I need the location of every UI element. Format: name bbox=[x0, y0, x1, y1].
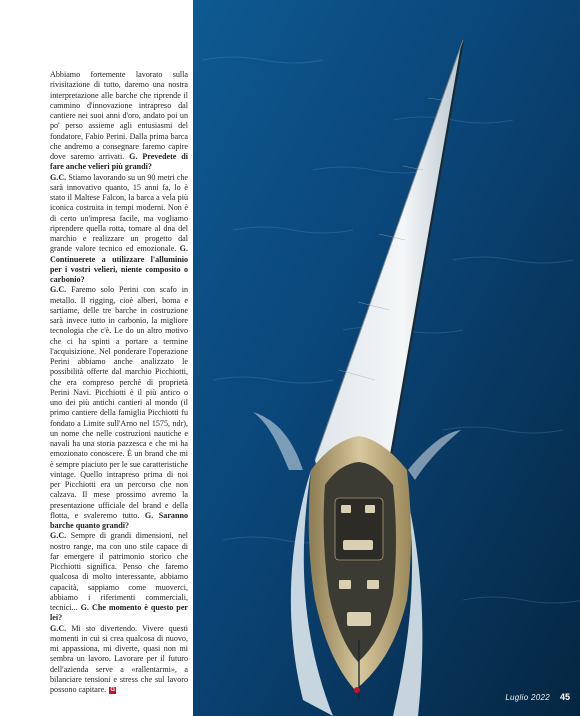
answer-label: G.C. bbox=[50, 623, 67, 633]
yacht-photo-illustration bbox=[193, 0, 580, 716]
page-folio bbox=[505, 692, 570, 702]
paragraph-text: Abbiamo fortemente lavorato sulla rivisitazione di tutto, daremo una nostra interpretazione alle barche che riprende il cammino d'innovazione intrapreso dal cantiere nei suoi anni d'oro, andato poi un po' perso assieme agli entusiasmi del fondatore, Fabio Perini. Dalla prima barca che andremo a consegnare faremo capire dove saremo arrivati. bbox=[50, 70, 188, 161]
answer-paragraph bbox=[50, 624, 188, 696]
article-paragraph bbox=[50, 70, 188, 173]
answer-label: G.C. bbox=[50, 531, 67, 541]
stern-flag bbox=[354, 687, 360, 693]
answer-label: G.C. bbox=[50, 172, 67, 182]
issue-date: Luglio 2022 bbox=[505, 692, 550, 702]
answer-text: Mi sto divertendo. Vivere questi momenti in cui si crea qualcosa di nuovo, mi appassiona, mi diverte, quasi non mi sembra un lavoro. Lavorare per il futuro dell'azienda serve a «rallentarmi», a bilanciare tensioni e stress che sul lavoro possono capitare. bbox=[50, 623, 189, 694]
sailing-yacht-aerial-photo bbox=[193, 0, 580, 716]
answer-paragraph bbox=[50, 173, 188, 286]
answer-label: G.C. bbox=[50, 285, 67, 295]
question-text: Che momento è questo per lei? bbox=[50, 603, 188, 623]
question-text: Prevedete di fare anche velieri più grandi? bbox=[50, 152, 189, 172]
answer-text: Faremo solo Perini con scafo in metallo. Il rigging, cioè alberi, boma e sartiame, delle tre barche in costruzione sarà invece tutto in carbonio, la migliore tecnologia che c'è. Le do un altro motivo che ci ha spinti a portare a termine l'acquisizione. Nel ponderare l'operazione Perini abbiamo anche analizzato le possibilità offerte dal marchio Picchiotti, che era compreso perché di proprietà Perini Navi. Picchiotti è il più antico o uno dei più antichi cantieri al mondo (il primo cantiere della famiglia Picchiotti fu fondato a Limite sull'Arno nel 1575, ndr), un nome che nelle costruzioni nautiche e navali ha una storia pazzesca e che mi ha emozionato conoscere. È un brand che mi è sempre piaciuto per le sue caratteristiche vintage. Quello intrapreso prima di noi per Picchiotti era un percorso che non calzava. Il mese prossimo avremo la presentazione ufficiale del brand e della flotta, e svaleremo tutto. bbox=[50, 285, 188, 520]
question-text: Continuerete a utilizzare l'alluminio per i vostri velieri, niente composito o carbonio? bbox=[50, 254, 188, 284]
article-text-column bbox=[50, 70, 188, 695]
question-label: G. bbox=[179, 244, 188, 254]
question-text: Saranno barche quanto grandi? bbox=[50, 510, 189, 530]
question-label: G. bbox=[144, 510, 154, 520]
page-number: 45 bbox=[559, 692, 570, 702]
answer-paragraph bbox=[50, 531, 188, 623]
answer-text: Stiamo lavorando su un 90 metri che sarà innovativo quanto, 15 anni fa, lo è stato il Maltese Falcon, la barca a vela più iconica costruita in tempi moderni. Non è di certo un'impresa facile, ma vogliamo riprendere quella rotta, tornare al dna del marchio e realizzare un progetto dal grande valore tecnico ed emozionale. bbox=[50, 172, 188, 254]
question-label: G. bbox=[129, 152, 138, 161]
answer-text: Sempre di grandi dimensioni, nel nostro range, ma con uno stile capace di far emergere il patrimonio storico che Picchiotti significa. Penso che faremo qualcosa di molto interessante, abbiamo capacità, sappiamo come muoverci, abbiamo i riferimenti commerciali, tecnici... bbox=[50, 531, 188, 612]
answer-paragraph bbox=[50, 285, 188, 531]
question-label: G. bbox=[80, 603, 89, 612]
end-of-article-mark: G bbox=[110, 686, 116, 693]
